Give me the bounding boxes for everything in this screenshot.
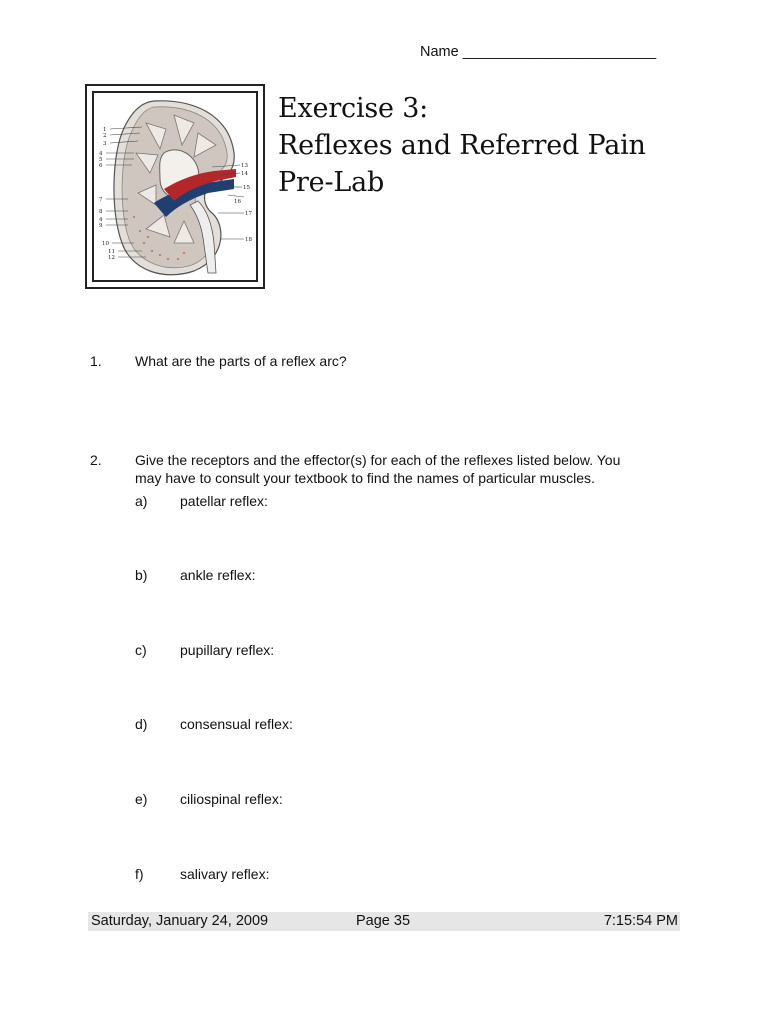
figure-label: 14 [241, 171, 248, 177]
figure-label: 5 [99, 157, 103, 163]
figure-label: 18 [245, 237, 252, 243]
reflex-letter: c) [135, 642, 147, 658]
reflex-letter: a) [135, 493, 148, 509]
figure-label: 3 [103, 141, 107, 147]
title-line-1: Exercise 3: [278, 93, 429, 124]
figure-label: 11 [108, 249, 115, 255]
reflex-letter: d) [135, 716, 148, 732]
reflex-letter: e) [135, 791, 148, 807]
figure-label: 1 [103, 127, 107, 133]
reflex-label: salivary reflex: [180, 866, 270, 882]
exercise-title [278, 90, 646, 201]
reflex-label: ciliospinal reflex: [180, 791, 283, 807]
figure-label: 9 [99, 223, 103, 229]
name-field-line: Name ________________________ [420, 44, 657, 60]
reflex-label: patellar reflex: [180, 493, 268, 509]
reflex-letter: b) [135, 567, 148, 583]
figure-label: 10 [102, 241, 109, 247]
figure-label: 4 [99, 217, 103, 223]
reflex-label: pupillary reflex: [180, 642, 275, 658]
figure-label: 6 [99, 163, 103, 169]
figure-label: 12 [108, 255, 115, 261]
figure-label: 15 [243, 185, 250, 191]
title-line-2: Reflexes and Referred Pain [278, 130, 646, 161]
question-number: 1. [90, 353, 102, 369]
footer-time: 7:15:54 PM [603, 913, 678, 929]
page-footer [88, 912, 680, 931]
figure-label: 17 [245, 211, 252, 217]
footer-page-number: Page 35 [356, 913, 411, 929]
title-line-3: Pre-Lab [278, 167, 385, 198]
figure-label: 2 [103, 133, 107, 139]
figure-label: 13 [241, 163, 248, 169]
figure-label: 8 [99, 209, 103, 215]
question-text: What are the parts of a reflex arc? [135, 353, 347, 369]
reflex-letter: f) [135, 866, 144, 882]
figure-label: 16 [234, 199, 241, 205]
reflex-label: consensual reflex: [180, 716, 293, 732]
kidney-figure-frame [85, 84, 265, 289]
kidney-cross-section-icon [94, 93, 256, 280]
reflex-label: ankle reflex: [180, 567, 256, 583]
figure-label: 7 [99, 197, 103, 203]
footer-date: Saturday, January 24, 2009 [91, 913, 269, 929]
question-text-line-1: Give the receptors and the effector(s) for each of the reflexes listed below. You [135, 452, 621, 468]
figure-label: 4 [99, 151, 103, 157]
question-number: 2. [90, 452, 102, 468]
question-text-line-2: may have to consult your textbook to find the names of particular muscles. [135, 470, 595, 486]
kidney-figure-inner-border [92, 91, 258, 282]
